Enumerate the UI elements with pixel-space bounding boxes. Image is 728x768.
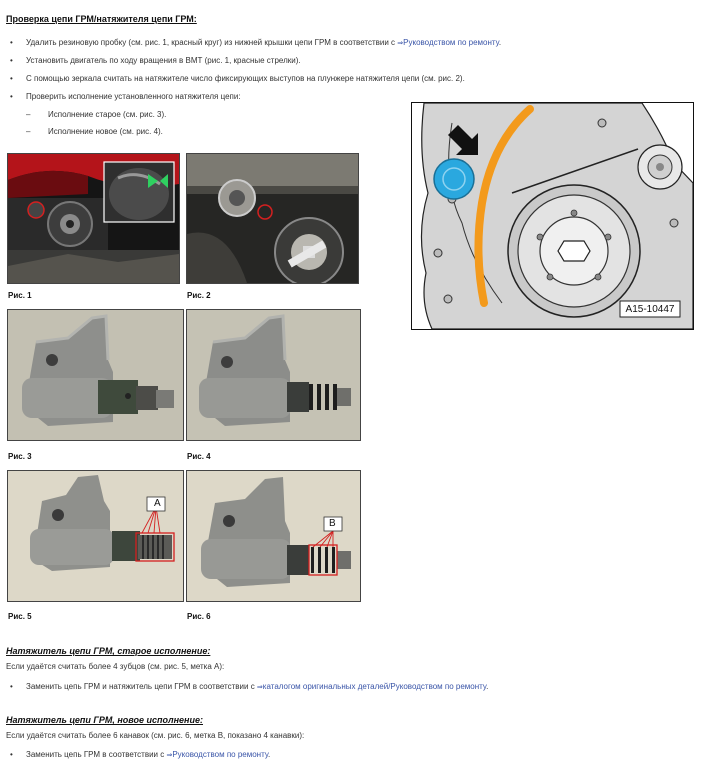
step-2-text: Установить двигатель по ходу вращения в ВМТ (рис. 1, красные стрелки). [26, 56, 301, 65]
new-action-text: Заменить цепь ГРМ в соответствии с [26, 750, 167, 759]
parts-catalog-link[interactable]: ⇒ каталогом оригинальных деталей/Руководством по ремонту [257, 682, 486, 691]
old-section-condition: Если удаётся считать более 4 зубцов (см. рис. 5, метка A): [6, 662, 225, 671]
figure-3-caption: Рис. 3 [8, 452, 32, 461]
step-4-text: Проверить исполнение установленного натяжителя цепи: [26, 92, 241, 101]
new-action-end: . [268, 750, 271, 759]
old-action-end: . [486, 682, 489, 691]
figure-4-caption: Рис. 4 [187, 452, 211, 461]
step-3: • С помощью зеркала считать на натяжителе число фиксирующих выступов на плунжере натяжителя цепи (см. рис. 2). [10, 74, 465, 83]
step-1: • Удалить резиновую пробку (см. рис. 1, красный круг) из нижней крышки цепи ГРМ в соответствии с ⇒ Руководством по ремонту. [10, 38, 501, 47]
step-3-text: С помощью зеркала считать на натяжителе число фиксирующих выступов на плунжере натяжителя цепи (см. рис. 2). [26, 74, 465, 83]
diagram-reference-code: A15-10447 [625, 304, 675, 315]
step-4: • Проверить исполнение установленного натяжителя цепи: [10, 92, 241, 101]
figure-2-image [186, 153, 359, 284]
marker-a: A [154, 498, 161, 509]
old-section-heading: Натяжитель цепи ГРМ, старое исполнение: [6, 646, 211, 656]
figure-5-image [7, 470, 184, 602]
repair-manual-link-1[interactable]: ⇒ Руководством по ремонту [397, 38, 499, 47]
figure-2-caption: Рис. 2 [187, 291, 211, 300]
new-section-action: • Заменить цепь ГРМ в соответствии с ⇒ Руководством по ремонту. [10, 750, 270, 759]
figure-4-image [186, 309, 361, 441]
step-2: • Установить двигатель по ходу вращения в ВМТ (рис. 1, красные стрелки). [10, 56, 301, 65]
new-section-heading: Натяжитель цепи ГРМ, новое исполнение: [6, 715, 203, 725]
figure-6-caption: Рис. 6 [187, 612, 211, 621]
figure-1-caption: Рис. 1 [8, 291, 32, 300]
figure-1-image [7, 153, 180, 284]
marker-b: B [329, 518, 336, 529]
repair-manual-link-2[interactable]: ⇒ Руководством по ремонту [166, 750, 268, 759]
old-section-action: • Заменить цепь ГРМ и натяжитель цепи ГРМ в соответствии с ⇒ каталогом оригинальных деталей/Руководством по ремонту. [10, 682, 488, 691]
old-action-text: Заменить цепь ГРМ и натяжитель цепи ГРМ в соответствии с [26, 682, 257, 691]
variant-old: – Исполнение старое (см. рис. 3). [26, 110, 167, 119]
figure-5-caption: Рис. 5 [8, 612, 32, 621]
new-section-condition: Если удаётся считать более 6 канавок (см. рис. 6, метка B, показано 4 канавки): [6, 731, 305, 740]
figure-3-image [7, 309, 184, 441]
variant-new-text: Исполнение новое (см. рис. 4). [48, 127, 163, 136]
engine-cover-diagram [411, 102, 694, 330]
step-1-text: Удалить резиновую пробку (см. рис. 1, красный круг) из нижней крышки цепи ГРМ в соответствии с [26, 38, 398, 47]
page-title: Проверка цепи ГРМ/натяжителя цепи ГРМ: [6, 14, 197, 24]
variant-old-text: Исполнение старое (см. рис. 3). [48, 110, 167, 119]
figure-6-image [186, 470, 361, 602]
variant-new: – Исполнение новое (см. рис. 4). [26, 127, 163, 136]
step-1-end: . [498, 38, 502, 47]
